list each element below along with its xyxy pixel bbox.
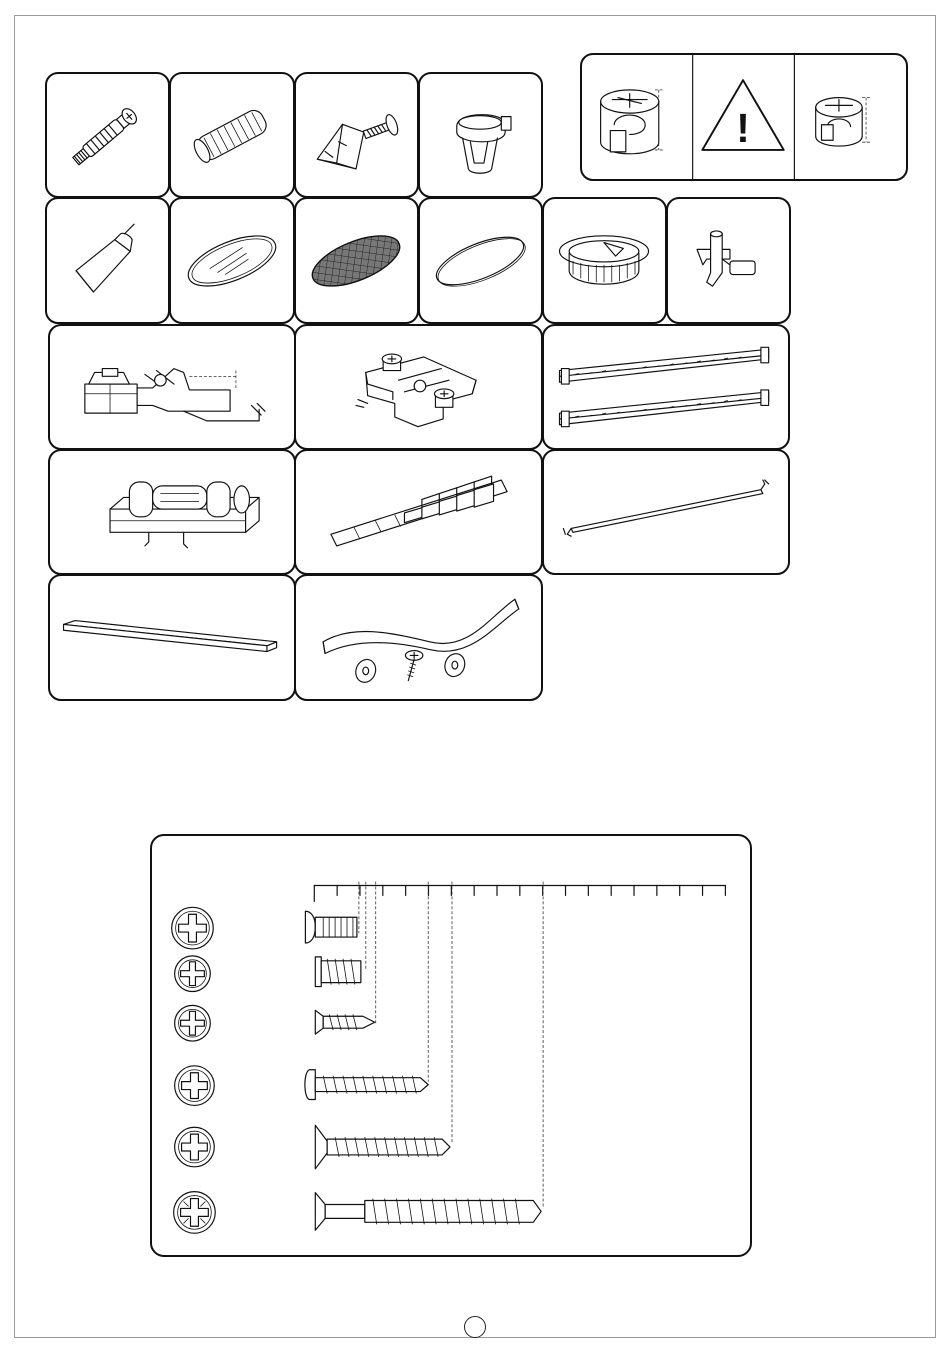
machine-screw-icon [305,911,357,943]
flap-hinge-icon [50,451,294,573]
wooden-dowel-icon [171,74,293,196]
screw-icon [405,651,422,681]
cable-grommet-cell [542,197,667,324]
chipboard-screw-small-icon [315,1010,374,1034]
drawer-slides-cell [542,324,790,450]
phillips-recess-icon-1 [172,907,214,949]
pozidriv-recess-icon-6 [174,1192,216,1234]
countersunk-screw-icon [315,1125,450,1169]
phillips-recess-icon-2 [175,956,211,992]
shelf-support-clip-icon [420,74,541,196]
shelf-pin-icon [668,199,789,322]
drawer-slides-icon [544,326,788,448]
shelf-support-clip-cell [418,72,543,198]
cam-bolt-cell [45,72,170,198]
handle-with-washers-cell [294,574,543,701]
screw-size-chart-svg [152,836,750,1255]
levelling-wedges-cell [294,449,543,575]
hanging-rail-icon [544,451,788,573]
drawer-slide-lower [559,390,768,427]
long-confirmat-screw-icon [315,1193,541,1231]
mounting-screw-left [382,354,401,370]
felt-pad-icon [296,199,417,322]
cam-lock-right-icon [816,98,870,146]
shelf-pin-cell [666,197,791,324]
cover-cap-icon [420,199,541,322]
felt-pad-cell [294,197,419,324]
cam-lock-warning-panel [580,53,908,181]
drawer-slide-upper [559,347,768,384]
glue-tube-cell [45,197,170,324]
screw-size-chart [150,834,752,1257]
metal-strip-cell [48,574,296,701]
concealed-hinge-cell [48,324,296,450]
cable-grommet-icon [544,199,665,322]
phillips-recess-icon-5 [175,1127,215,1167]
hinge-mounting-plate-icon [296,326,541,448]
mounting-screw-right [434,389,453,407]
cam-lock-warning-diagram [582,55,906,179]
page-number [465,1317,485,1337]
clear-bumper-pad-cell [169,197,295,324]
metal-strip-icon [50,576,294,699]
glue-tube-icon [47,199,168,322]
corner-bracket-icon [296,74,417,196]
confirmat-short-icon [315,957,361,987]
pan-head-screw-icon [305,1070,428,1100]
svg-text:!: ! [736,105,750,152]
hinge-mounting-plate-cell [294,324,543,450]
handle-with-washers-icon [296,576,541,699]
concealed-hinge-icon [50,326,294,448]
warning-triangle-icon [702,80,783,151]
cam-bolt-icon [47,74,168,196]
levelling-wedges-icon [296,451,541,573]
clear-bumper-pad-icon [171,199,293,322]
cam-lock-left-icon [601,90,663,154]
page-number-circle [464,1316,486,1338]
hanging-rail-cell [542,449,790,575]
cover-cap-cell [418,197,543,324]
washer-left-icon [353,657,379,685]
corner-bracket-cell [294,72,419,198]
phillips-recess-icon-3 [175,1005,211,1041]
wooden-dowel-cell [169,72,295,198]
phillips-recess-icon-4 [175,1066,215,1106]
washer-right-icon [442,651,468,679]
flap-hinge-cell [48,449,296,575]
